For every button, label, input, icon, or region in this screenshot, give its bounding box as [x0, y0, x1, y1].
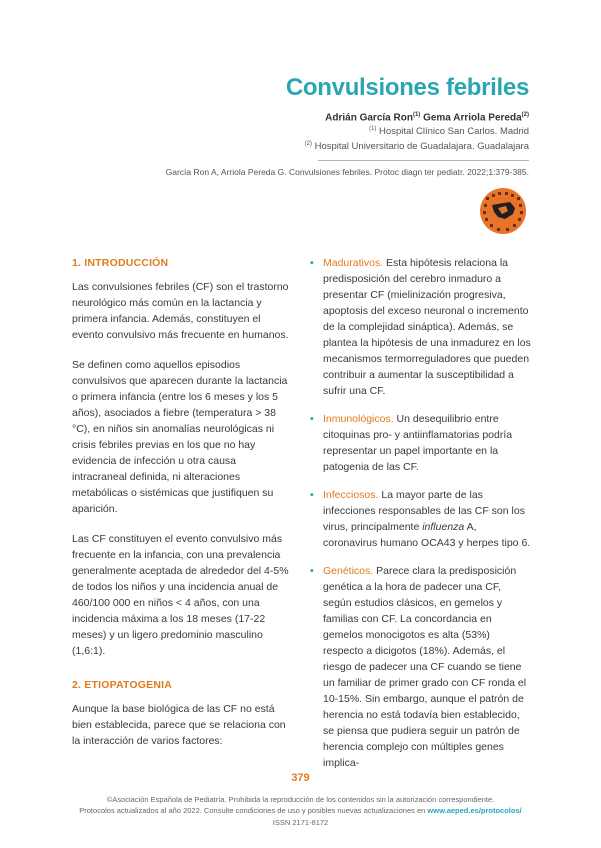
bullet-lead: Inmunológicos. — [323, 413, 394, 425]
bullet-lead: Genéticos. — [323, 565, 374, 577]
intro-paragraph-2: Se definen como aquellos episodios convulsivos que aparecen durante la lactancia o primera infancia (entre los 6 meses y los 5 años), asociados a fiebre (temperatura > 38 °C), en niños sin anomalías neurológicas ni crisis febriles previas en los que no hay evidencia de infección u otra causa intracraneal definida, ni alteraciones metabólicas o sistémicas que justifiquen su aparición. — [72, 359, 288, 515]
bullet-text: Parece clara la predisposición genética a la hora de padecer una CF, según estudios clásicos, en gemelos y familias con CF. La concordancia en gemelos monocigotos es alta (53%) respecto a dicigotos (18%). Además, el riesgo de padecer una CF cuando se tiene un familiar de primer grado con CF ronda el 10-15%. Sin embargo, aunque el patrón de herencia no está todavía bien establecido, se piensa que pudiera seguir un patrón de herencia complejo con múltiples genes implica- — [323, 565, 527, 769]
author-2-sup: (2) — [521, 112, 529, 118]
intro-paragraph-1: Las convulsiones febriles (CF) son el trastorno neurológico más común en la lactancia y primera infancia. Además, constituyen el evento convulsivo más frecuente en humanos. — [72, 281, 289, 341]
bullet-marker: • — [310, 565, 314, 577]
affiliation-1-sup: (1) — [369, 126, 377, 132]
right-column — [310, 255, 532, 783]
footer-protocols — [0, 806, 601, 815]
etio-paragraph-1: Aunque la base biológica de las CF no está bien establecida, parece que se relaciona con la interacción de varios factores: — [72, 703, 286, 747]
bullet-text-after: A, coronavirus humano OCA43 y herpes tipo 6. — [323, 521, 531, 549]
bullet-inmunologicos — [310, 411, 532, 475]
citation: García Ron A, Arriola Pereda G. Convulsiones febriles. Protoc diagn ter pediatr. 2022;1:379-385. — [165, 167, 529, 177]
left-column — [72, 255, 292, 763]
affiliation-2-sup: (2) — [304, 141, 312, 147]
bullet-text: Un desequilibrio entre citoquinas pro- y antiinflamatorias podría representar un papel importante en la patogenia de las CF. — [323, 413, 513, 473]
author-2: Gema Arriola Pereda — [423, 112, 522, 124]
footer-protocols-text: Protocolos actualizados al año 2022. Consulte condiciones de uso y posibles nuevas actualizaciones en — [79, 806, 428, 815]
bullet-text: Esta hipótesis relaciona la predisposición del cerebro inmaduro a presentar CF (mielinización progresiva, apoptosis del exceso neuronal o incremento de la complejidad sináptica). Además, se plantea la hipótesis de una inmadurez en los mecanismos termorreguladores que pueden contribuir a aumentar la susceptibilidad a sufrir una CF. — [323, 257, 531, 397]
section-heading-intro: 1. INTRODUCCIÓN — [72, 257, 169, 269]
footer-protocols-link[interactable]: www.aeped.es/protocolos/ — [427, 806, 522, 815]
aep-globe-logo-icon — [480, 188, 526, 234]
author-1-sup: (1) — [412, 112, 421, 118]
affiliation-1 — [369, 126, 529, 137]
bullet-lead: Madurativos. — [323, 257, 384, 269]
author-1: Adrián García Ron — [325, 112, 413, 124]
bullet-text: La mayor parte de las infecciones responsables de las CF son los virus, principalmente — [323, 489, 525, 533]
bullet-lead: Infecciosos. — [323, 489, 379, 501]
bullet-marker: • — [310, 413, 314, 425]
affiliation-2-text: Hospital Universitario de Guadalajara. Guadalajara — [314, 141, 529, 153]
bullet-madurativos — [310, 255, 532, 399]
bullet-marker: • — [310, 257, 314, 269]
bullet-italic: influenza — [422, 521, 465, 533]
page-number: 379 — [291, 772, 310, 784]
authors-line — [325, 112, 529, 123]
bullet-geneticos — [310, 563, 532, 771]
intro-paragraph-3: Las CF constituyen el evento convulsivo más frecuente en la infancia, con una prevalencia generalmente aceptada de alrededor del 4-5% de todos los niños y una incidencia anual de 460/100 000 en niños < 4 años, con una incidencia máxima a los 18 meses (17-22 meses) y un ligero predominio masculino (1,6:1). — [72, 533, 289, 657]
affiliation-2 — [305, 141, 529, 152]
article-title: Convulsiones febriles — [285, 74, 529, 101]
header-divider — [318, 160, 529, 161]
affiliation-1-text: Hospital Clínico San Carlos. Madrid — [379, 126, 529, 138]
bullet-infecciosos — [310, 487, 532, 551]
footer-issn: ISSN 2171-8172 — [272, 818, 329, 827]
bullet-marker: • — [310, 489, 314, 501]
section-heading-etiopatogenia: 2. ETIOPATOGENIA — [72, 679, 173, 691]
footer-copyright: ©Asociación Española de Pediatría. Prohibida la reproducción de los contenidos sin la autorización correspondiente. — [106, 795, 495, 804]
